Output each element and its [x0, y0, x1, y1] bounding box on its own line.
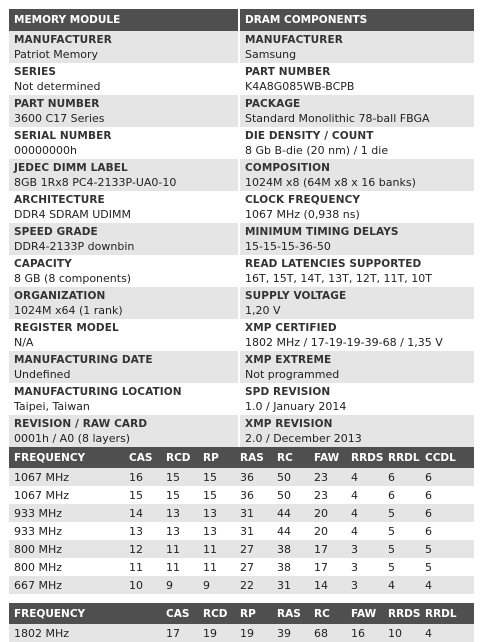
- module-spec-cell: [9, 351, 240, 383]
- dram-spec-cell: [240, 255, 474, 287]
- spec-label: MINIMUM TIMING DELAYS: [245, 226, 399, 238]
- timing-cell: 3: [346, 576, 383, 594]
- timing-cell: 31: [272, 576, 309, 594]
- timing-cell: 19: [235, 624, 272, 642]
- timing-cell: 31: [235, 504, 272, 522]
- spec-value: K4A8G085WB-BCPB: [245, 80, 355, 93]
- timing-cell: 6: [420, 486, 474, 504]
- timing-cell: 14: [309, 576, 346, 594]
- module-spec-cell: [9, 31, 240, 63]
- spec-value: 8 GB (8 components): [14, 272, 132, 285]
- timing-cell: 17: [309, 540, 346, 558]
- timing-cell: 4: [420, 576, 474, 594]
- spec-row: [9, 415, 474, 447]
- spec-value: Taipei, Taiwan: [14, 400, 90, 413]
- timing-cell: 20: [309, 504, 346, 522]
- timing-cell: 27: [235, 558, 272, 576]
- spec-value: 2.0 / December 2013: [245, 432, 362, 445]
- timing-cell: 13: [161, 522, 198, 540]
- spec-label: SPEED GRADE: [14, 226, 98, 238]
- spec-row: [9, 351, 474, 383]
- column-header: RRDL: [420, 603, 474, 624]
- frequency-cell: 1802 MHz: [9, 624, 161, 642]
- spec-label: XMP CERTIFIED: [245, 322, 337, 334]
- spec-row: [9, 191, 474, 223]
- column-header: RRDS: [346, 447, 383, 468]
- timing-cell: 5: [383, 540, 420, 558]
- dram-spec-cell: [240, 287, 474, 319]
- spec-row: [9, 287, 474, 319]
- spec-label: MANUFACTURER: [245, 34, 343, 46]
- timing-cell: 13: [161, 504, 198, 522]
- timing-cell: 23: [309, 468, 346, 486]
- spec-label: SUPPLY VOLTAGE: [245, 290, 347, 302]
- spec-label: CAPACITY: [14, 258, 72, 270]
- spec-value: 1067 MHz (0,938 ns): [245, 208, 360, 221]
- spec-value: Patriot Memory: [14, 48, 99, 61]
- spec-row: [9, 159, 474, 191]
- spec-label: ORGANIZATION: [14, 290, 106, 302]
- dram-spec-cell: [240, 415, 474, 447]
- timing-cell: 5: [420, 558, 474, 576]
- timing-cell: 15: [124, 486, 161, 504]
- timing-cell: 36: [235, 486, 272, 504]
- timing-cell: 4: [346, 522, 383, 540]
- timing-cell: 16: [124, 468, 161, 486]
- dram-spec-cell: [240, 351, 474, 383]
- timing-cell: 5: [383, 558, 420, 576]
- module-spec-cell: [9, 383, 240, 415]
- column-header: FAW: [346, 603, 383, 624]
- spec-label: READ LATENCIES SUPPORTED: [245, 258, 422, 270]
- timing-cell: 12: [124, 540, 161, 558]
- timing-cell: 9: [161, 576, 198, 594]
- spec-value: Not determined: [14, 80, 101, 93]
- timing-cell: 50: [272, 468, 309, 486]
- xmp-timing-row: [9, 624, 474, 642]
- timing-cell: 11: [161, 540, 198, 558]
- module-spec-cell: [9, 255, 240, 287]
- timing-cell: 23: [309, 486, 346, 504]
- column-header: RRDS: [383, 603, 420, 624]
- spec-value: 1024M x8 (64M x8 x 16 banks): [245, 176, 416, 189]
- dram-spec-cell: [240, 383, 474, 415]
- timing-cell: 11: [198, 558, 235, 576]
- dram-spec-cell: [240, 191, 474, 223]
- timing-cell: 4: [346, 504, 383, 522]
- jedec-timing-row: [9, 504, 474, 522]
- spec-value: 1.0 / January 2014: [245, 400, 347, 413]
- spec-value: 3600 C17 Series: [14, 112, 105, 125]
- frequency-cell: 667 MHz: [9, 576, 124, 594]
- spec-label: COMPOSITION: [245, 162, 331, 174]
- spec-row: [9, 383, 474, 415]
- timing-cell: 11: [198, 540, 235, 558]
- spec-value: Not programmed: [245, 368, 340, 381]
- timing-cell: 4: [420, 624, 474, 642]
- timing-cell: 4: [346, 486, 383, 504]
- timing-cell: 13: [124, 522, 161, 540]
- timing-cell: 68: [309, 624, 346, 642]
- dram-spec-cell: [240, 319, 474, 351]
- timing-cell: 22: [235, 576, 272, 594]
- spec-label: MANUFACTURER: [14, 34, 112, 46]
- spec-value: 1802 MHz / 17-19-19-39-68 / 1,35 V: [245, 336, 443, 349]
- spec-value: 1024M x64 (1 rank): [14, 304, 123, 317]
- spec-label: PART NUMBER: [245, 66, 331, 78]
- timing-cell: 44: [272, 504, 309, 522]
- jedec-timing-row: [9, 486, 474, 504]
- timing-cell: 6: [420, 522, 474, 540]
- spec-label: ARCHITECTURE: [14, 194, 105, 206]
- timing-cell: 6: [420, 504, 474, 522]
- jedec-timing-row: [9, 558, 474, 576]
- dram-spec-cell: [240, 31, 474, 63]
- timing-cell: 6: [383, 486, 420, 504]
- spec-label: DIE DENSITY / COUNT: [245, 130, 374, 142]
- timing-cell: 10: [124, 576, 161, 594]
- frequency-cell: 1067 MHz: [9, 486, 124, 504]
- timing-cell: 5: [383, 504, 420, 522]
- dram-spec-cell: [240, 127, 474, 159]
- spec-label: CLOCK FREQUENCY: [245, 194, 361, 206]
- module-spec-cell: [9, 415, 240, 447]
- spec-label: REVISION / RAW CARD: [14, 418, 148, 430]
- column-header: RC: [309, 603, 346, 624]
- spec-value: 16T, 15T, 14T, 13T, 12T, 11T, 10T: [245, 272, 432, 285]
- timing-cell: 5: [420, 540, 474, 558]
- timing-cell: 17: [309, 558, 346, 576]
- module-spec-cell: [9, 127, 240, 159]
- column-header: RAS: [235, 447, 272, 468]
- timing-cell: 5: [383, 522, 420, 540]
- spec-label: XMP REVISION: [245, 418, 333, 430]
- jedec-header-row: [9, 447, 474, 468]
- dram-spec-cell: [240, 159, 474, 191]
- column-header: RP: [235, 603, 272, 624]
- timing-cell: 39: [272, 624, 309, 642]
- spec-label: SERIAL NUMBER: [14, 130, 112, 142]
- dram-spec-cell: [240, 95, 474, 127]
- frequency-cell: 933 MHz: [9, 504, 124, 522]
- spec-row: [9, 31, 474, 63]
- spec-value: Samsung: [245, 48, 297, 61]
- spec-label: REGISTER MODEL: [14, 322, 119, 334]
- spd-info-panel: [9, 9, 474, 642]
- timing-cell: 10: [383, 624, 420, 642]
- module-spec-cell: [9, 159, 240, 191]
- dram-components-heading: DRAM COMPONENTS: [245, 14, 368, 26]
- timing-cell: 4: [383, 576, 420, 594]
- column-header: RRDL: [383, 447, 420, 468]
- spec-value: DDR4-2133P downbin: [14, 240, 135, 253]
- jedec-timing-row: [9, 540, 474, 558]
- spec-value: 15-15-15-36-50: [245, 240, 331, 253]
- column-header: CAS: [124, 447, 161, 468]
- spec-row: [9, 223, 474, 255]
- module-spec-cell: [9, 63, 240, 95]
- timing-cell: 27: [235, 540, 272, 558]
- timing-cell: 50: [272, 486, 309, 504]
- spec-label: XMP EXTREME: [245, 354, 332, 366]
- column-header: CCDL: [420, 447, 474, 468]
- timing-cell: 11: [124, 558, 161, 576]
- spec-label: SERIES: [14, 66, 57, 78]
- spec-value: 8 Gb B-die (20 nm) / 1 die: [245, 144, 389, 157]
- dram-spec-cell: [240, 223, 474, 255]
- spec-value: Standard Monolithic 78-ball FBGA: [245, 112, 430, 125]
- timing-cell: 14: [124, 504, 161, 522]
- spec-label: MANUFACTURING DATE: [14, 354, 153, 366]
- timing-cell: 31: [235, 522, 272, 540]
- timing-cell: 6: [383, 468, 420, 486]
- spec-label: SPD REVISION: [245, 386, 331, 398]
- frequency-cell: 933 MHz: [9, 522, 124, 540]
- frequency-cell: 800 MHz: [9, 540, 124, 558]
- module-spec-cell: [9, 287, 240, 319]
- spec-value: 8GB 1Rx8 PC4-2133P-UA0-10: [14, 176, 177, 189]
- spec-value: Undefined: [14, 368, 71, 381]
- timing-cell: 4: [346, 468, 383, 486]
- dram-spec-cell: [240, 63, 474, 95]
- column-header: FREQUENCY: [9, 447, 124, 468]
- spec-grid: [9, 31, 474, 447]
- memory-module-heading: MEMORY MODULE: [9, 9, 240, 31]
- spec-value: 1,20 V: [245, 304, 281, 317]
- table-gap: [9, 594, 474, 603]
- column-header: RAS: [272, 603, 309, 624]
- xmp-timings-table: [9, 603, 474, 642]
- timing-cell: 16: [346, 624, 383, 642]
- jedec-timing-row: [9, 522, 474, 540]
- timing-cell: 38: [272, 558, 309, 576]
- module-spec-cell: [9, 223, 240, 255]
- frequency-cell: 800 MHz: [9, 558, 124, 576]
- spec-row: [9, 63, 474, 95]
- timing-cell: 6: [420, 468, 474, 486]
- xmp-header-row: [9, 603, 474, 624]
- timing-cell: 13: [198, 522, 235, 540]
- spec-value: 0001h / A0 (8 layers): [14, 432, 131, 445]
- spec-value: 00000000h: [14, 144, 77, 157]
- column-header: FREQUENCY: [9, 603, 161, 624]
- timing-cell: 11: [161, 558, 198, 576]
- jedec-timing-row: [9, 468, 474, 486]
- timing-cell: 9: [198, 576, 235, 594]
- timing-cell: 15: [161, 468, 198, 486]
- timing-cell: 38: [272, 540, 309, 558]
- timing-cell: 3: [346, 558, 383, 576]
- spec-row: [9, 127, 474, 159]
- module-spec-cell: [9, 319, 240, 351]
- spec-label: PACKAGE: [245, 98, 301, 110]
- section-header: [9, 9, 474, 31]
- column-header: RC: [272, 447, 309, 468]
- timing-cell: 13: [198, 504, 235, 522]
- module-spec-cell: [9, 95, 240, 127]
- timing-cell: 44: [272, 522, 309, 540]
- jedec-timings-table: [9, 447, 474, 594]
- timing-cell: 19: [198, 624, 235, 642]
- timing-cell: 15: [198, 468, 235, 486]
- spec-value: DDR4 SDRAM UDIMM: [14, 208, 131, 221]
- spec-label: MANUFACTURING LOCATION: [14, 386, 182, 398]
- timing-cell: 15: [161, 486, 198, 504]
- spec-row: [9, 95, 474, 127]
- spec-row: [9, 255, 474, 287]
- frequency-cell: 1067 MHz: [9, 468, 124, 486]
- timing-cell: 17: [161, 624, 198, 642]
- spec-row: [9, 319, 474, 351]
- column-header: FAW: [309, 447, 346, 468]
- spec-label: JEDEC DIMM LABEL: [14, 162, 128, 174]
- timing-cell: 15: [198, 486, 235, 504]
- column-header: RP: [198, 447, 235, 468]
- column-header: CAS: [161, 603, 198, 624]
- timing-cell: 36: [235, 468, 272, 486]
- spec-label: PART NUMBER: [14, 98, 100, 110]
- column-header: RCD: [198, 603, 235, 624]
- timing-cell: 3: [346, 540, 383, 558]
- jedec-timing-row: [9, 576, 474, 594]
- timing-cell: 20: [309, 522, 346, 540]
- column-header: RCD: [161, 447, 198, 468]
- module-spec-cell: [9, 191, 240, 223]
- spec-value: N/A: [14, 336, 34, 349]
